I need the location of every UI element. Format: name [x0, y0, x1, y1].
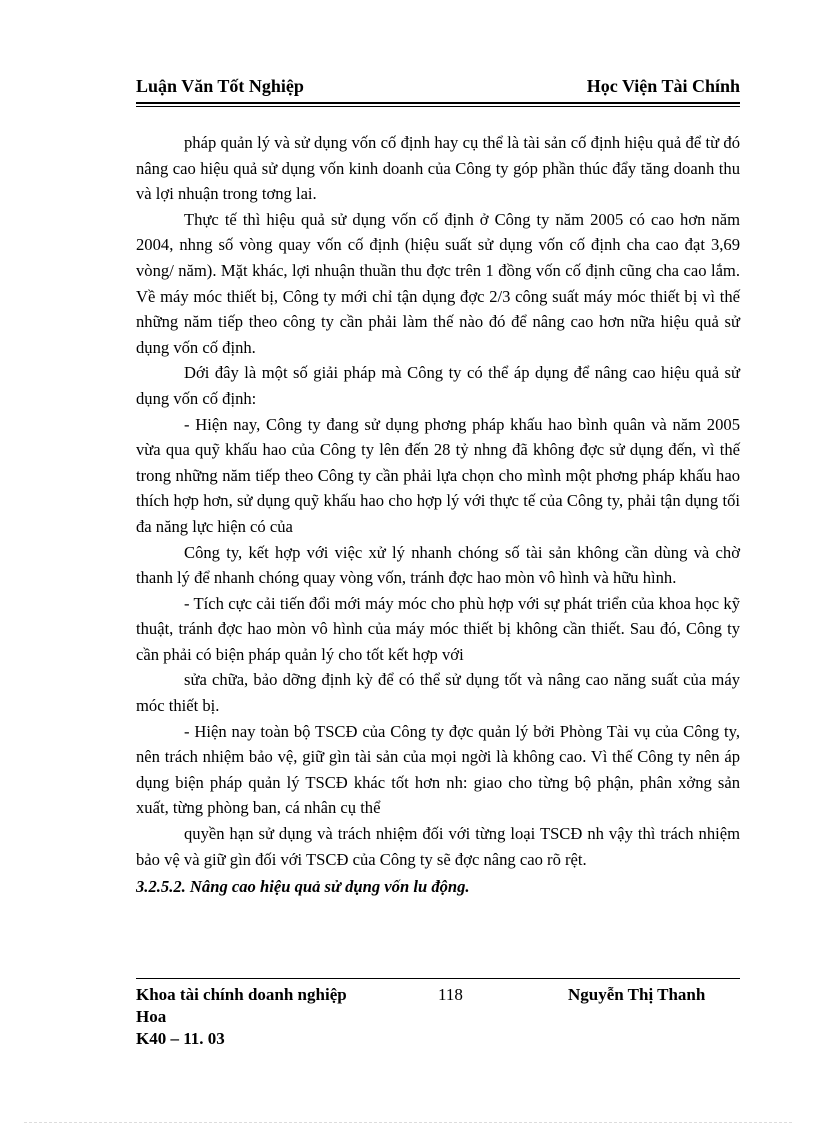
header-institution: Học Viện Tài Chính	[586, 76, 740, 96]
paragraph: - Tích cực cải tiến đổi mới máy móc cho phù hợp với sự phát triển của khoa học kỹ thuật, tránh đợc hao mòn vô hình của máy móc thiết bị không cần thiết. Sau đó, Công ty cần phải có biện pháp quản lý cho tốt kết hợp với	[136, 593, 740, 664]
paragraph: - Hiện nay, Công ty đang sử dụng phơng pháp khấu hao bình quân và năm 2005 vừa qua quỹ khấu hao của Công ty lên đến 28 tỷ nhng đã không đợc sử dụng đến, vì thế trong những năm tiếp theo Công ty cần phải lựa chọn cho mình một phơng pháp khấu hao thích hợp hơn, sử dụng quỹ khấu hao cho hợp lý với thực tế của Công ty, phải tận dụng tối đa năng lực hiện có của	[136, 414, 740, 536]
paragraph: Thực tế thì hiệu quả sử dụng vốn cố định ở Công ty năm 2005 có cao hơn năm 2004, nhng số vòng quay vốn cố định (hiệu suất sử dụng vốn cố định cha cao đạt 3,69 vòng/ năm). Mặt khác, lợi nhuận thuần thu đợc trên 1 đồng vốn cố định cũng cha cao lắm. Về máy móc thiết bị, Công ty mới chỉ tận dụng đợc 2/3 công suất máy móc thiết bị vì thế những năm tiếp theo công ty cần phải làm thế nào đó để nâng cao hơn nữa hiệu quả sử dụng vốn cố định.	[136, 209, 740, 357]
page-number: 118	[438, 985, 463, 1004]
paragraph: pháp quản lý và sử dụng vốn cố định hay cụ thể là tài sản cố định hiệu quả để từ đó nâng cao hiệu quả sử dụng vốn kinh doanh của Công ty góp phần thúc đẩy tăng doanh thu và lợi nhuận trong tơng lai.	[136, 133, 740, 204]
footer-class: K40 – 11. 03	[136, 1029, 225, 1048]
footer-rule	[136, 978, 740, 979]
header-rule-thick	[136, 102, 740, 104]
paragraph: sửa chữa, bảo dỡng định kỳ để có thể sử dụng tốt và nâng cao năng suất của máy móc thiết bị.	[136, 670, 740, 716]
paragraph: - Hiện nay toàn bộ TSCĐ của Công ty đợc quản lý bởi Phòng Tài vụ của Công ty, nên trách nhiệm bảo vệ, giữ gìn tài sản của mọi ngời là không cao. Vì thế Công ty nên áp dụng biện pháp quản lý TSCĐ khác tốt hơn nh: giao cho từng bộ phận, phân xởng sản xuất, từng phòng ban, cá nhân cụ thể	[136, 721, 740, 818]
page-header	[136, 76, 740, 102]
section-heading: 3.2.5.2. Nâng cao hiệu quả sử dụng vốn lu động.	[136, 877, 470, 897]
footer-author: Nguyễn Thị Thanh	[568, 985, 706, 1004]
paragraph: Công ty, kết hợp với việc xử lý nhanh chóng số tài sản không cần dùng và chờ thanh lý để nhanh chóng quay vòng vốn, tránh đợc hao mòn vô hình và hữu hình.	[136, 542, 740, 588]
footer-author-continued: Hoa	[136, 1007, 167, 1026]
body-text	[136, 130, 740, 900]
paragraph: quyền hạn sử dụng và trách nhiệm đối với từng loại TSCĐ nh vậy thì trách nhiệm bảo vệ và giữ gìn đối với TSCĐ của Công ty sẽ đợc nâng cao rõ rệt.	[136, 824, 740, 869]
paragraph: Dới đây là một số giải pháp mà Công ty có thể áp dụng để nâng cao hiệu quả sử dụng vốn cố định:	[136, 363, 740, 408]
header-thesis-title: Luận Văn Tốt Nghiệp	[136, 76, 304, 96]
header-rule-thin	[136, 106, 740, 107]
footer-faculty: Khoa tài chính doanh nghiệp	[136, 985, 347, 1004]
